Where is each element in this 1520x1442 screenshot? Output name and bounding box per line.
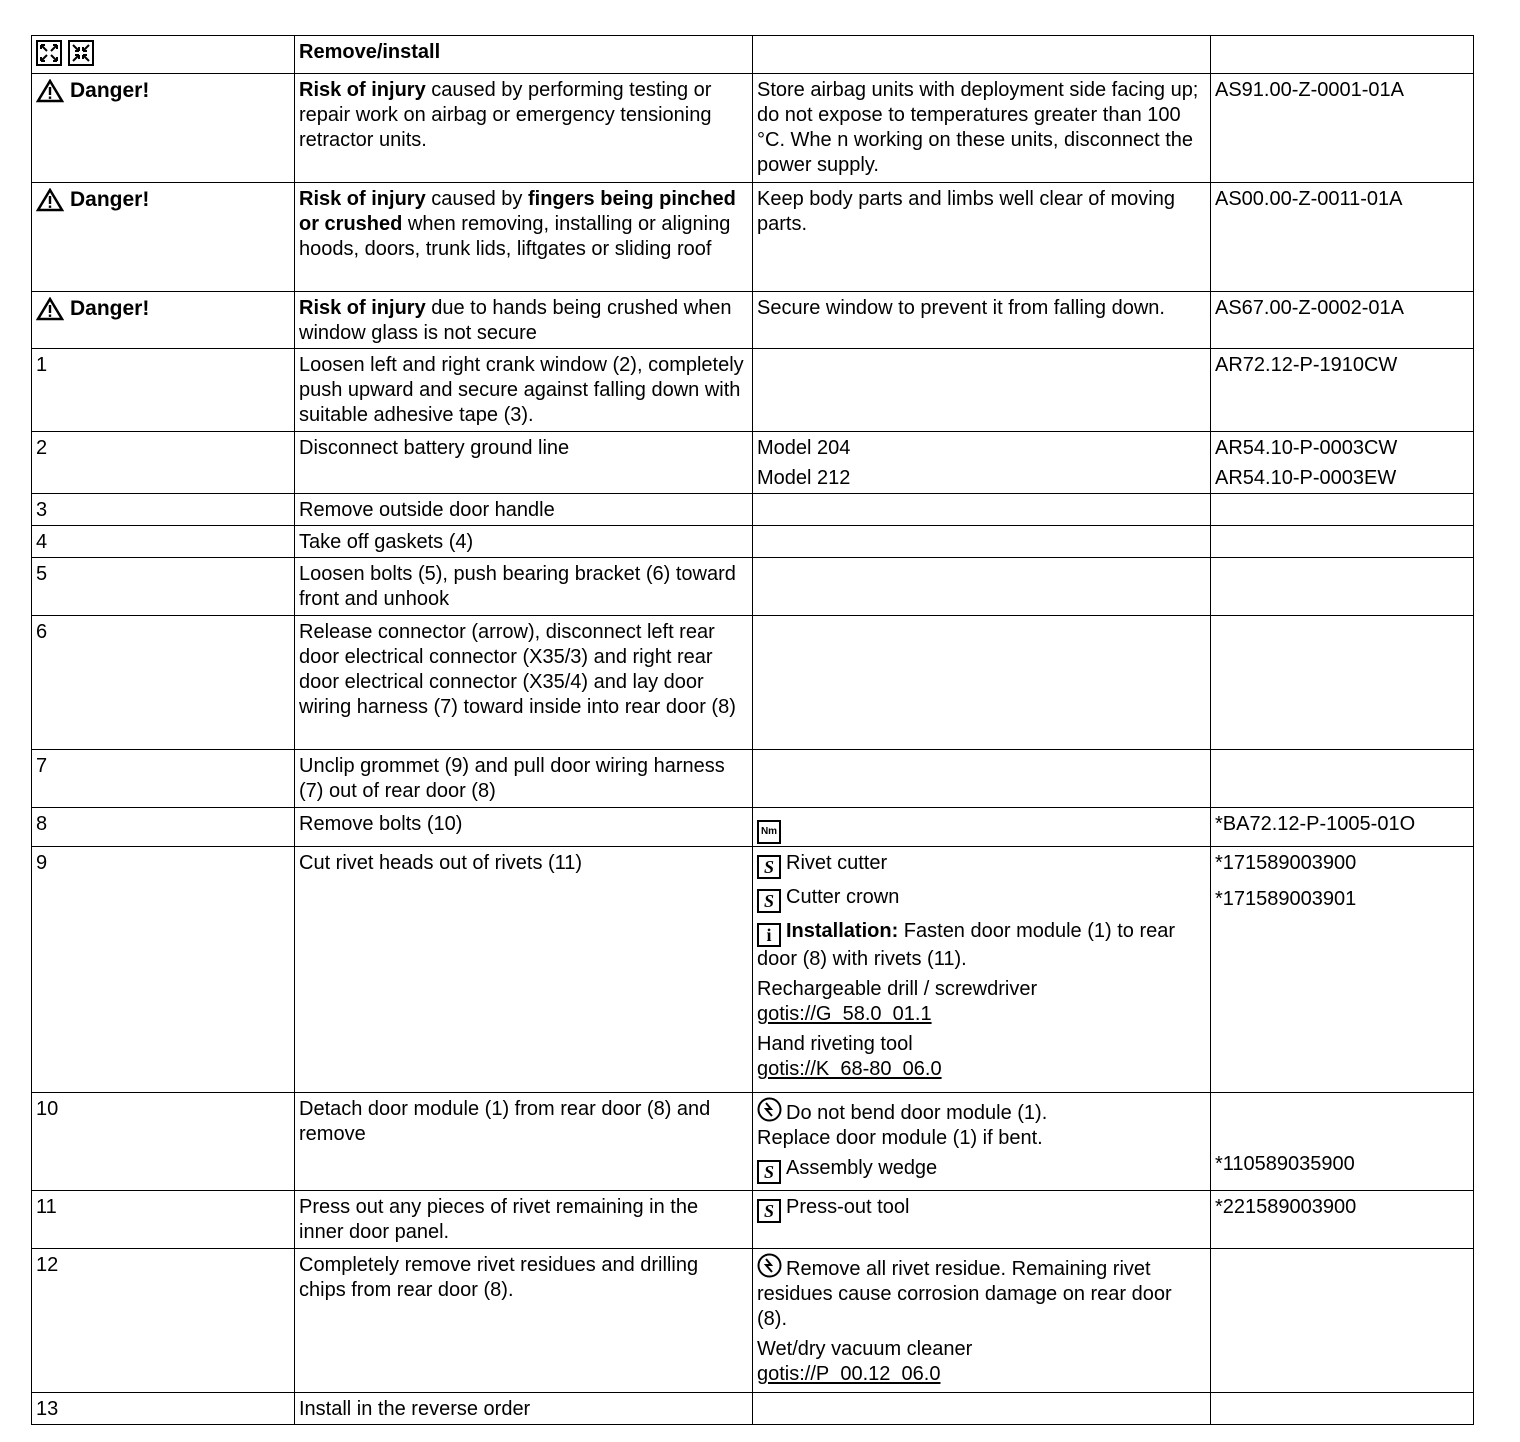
danger-note: Store airbag units with deployment side facing up; do not expose to temperatures greater than 100 °C. Whe n working on these units, disconnect the power supply. bbox=[753, 74, 1211, 183]
view-toggle-cell bbox=[32, 36, 295, 74]
expand-icon[interactable] bbox=[36, 40, 62, 66]
doc-ref[interactable]: *171589003901 bbox=[1215, 888, 1357, 910]
step-row: 9 Cut rivet heads out of rivets (11) S Rivet cutter S Cutter crown i Installation: Fasten door module (1) to rear door (8) with rivets (11). Rechargeable drill / screwdriver gotis://G_58.0_01.1 Hand riveting tool gotis://K_68-80_06.0 *171589003900 *171589003901 bbox=[32, 847, 1474, 1093]
step-text: Unclip grommet (9) and pull door wiring harness (7) out of rear door (8) bbox=[295, 750, 753, 808]
doc-ref[interactable]: *BA72.12-P-1005-01O bbox=[1211, 808, 1474, 847]
step-row bbox=[32, 1249, 1474, 1393]
danger-row: Danger! Risk of injury due to hands being crushed when window glass is not secure Secure window to prevent it from falling down. AS67.00-Z-0002-01A bbox=[32, 292, 1474, 349]
equipment-name: Hand riveting tool bbox=[757, 1033, 913, 1055]
doc-ref[interactable]: AS91.00-Z-0001-01A bbox=[1211, 74, 1474, 183]
step-number: 2 bbox=[32, 432, 295, 494]
step-text: Loosen left and right crank window (2), completely push upward and secure against falling down with suitable adhesive tape (3). bbox=[295, 349, 753, 432]
step-number: 3 bbox=[32, 494, 295, 526]
step-row bbox=[32, 808, 1474, 847]
step-number: 6 bbox=[32, 616, 295, 750]
step-row bbox=[32, 616, 1474, 750]
step-text: Detach door module (1) from rear door (8) and remove bbox=[295, 1093, 753, 1191]
step-number: 11 bbox=[32, 1191, 295, 1249]
step-row bbox=[32, 750, 1474, 808]
gotis-link[interactable]: gotis://K_68-80_06.0 bbox=[757, 1058, 942, 1080]
doc-ref[interactable]: AS67.00-Z-0002-01A bbox=[1211, 292, 1474, 349]
warning-icon bbox=[36, 79, 64, 103]
danger-label: Danger! bbox=[70, 188, 150, 211]
special-tool-icon[interactable]: S bbox=[757, 855, 781, 879]
step-text: Take off gaskets (4) bbox=[295, 526, 753, 558]
caution-icon bbox=[757, 1097, 782, 1122]
danger-label: Danger! bbox=[70, 297, 150, 320]
model-label: Model 204 bbox=[757, 437, 851, 459]
step-row bbox=[32, 432, 1474, 494]
tool-name: Rivet cutter bbox=[786, 852, 888, 874]
step-text: Remove bolts (10) bbox=[295, 808, 753, 847]
caution-note: Replace door module (1) if bent. bbox=[757, 1127, 1043, 1149]
danger-row: Danger! Risk of injury caused by performing testing or repair work on airbag or emergency tensioning retractor units. Store airbag units with deployment side facing up; do not expose to temperatures greater than 100 °C. Whe n working on these units, disconnect the power supply. AS91.00-Z-0001-01A bbox=[32, 74, 1474, 183]
doc-ref[interactable]: AR54.10-P-0003CW bbox=[1215, 437, 1398, 459]
step-row bbox=[32, 1093, 1474, 1191]
doc-ref[interactable]: AR72.12-P-1910CW bbox=[1211, 349, 1474, 432]
tool-name: Press-out tool bbox=[786, 1196, 910, 1218]
step-row bbox=[32, 349, 1474, 432]
info-icon: i bbox=[757, 923, 781, 947]
step-text: Completely remove rivet residues and drilling chips from rear door (8). bbox=[295, 1249, 753, 1393]
danger-label: Danger! bbox=[70, 79, 150, 102]
warning-icon bbox=[36, 188, 64, 212]
danger-row: Danger! Risk of injury caused by fingers being pinched or crushed when removing, installing or aligning hoods, doors, trunk lids, liftgates or sliding roof Keep body parts and limbs well clear of moving parts. AS00.00-Z-0011-01A bbox=[32, 183, 1474, 292]
doc-ref[interactable]: AS00.00-Z-0011-01A bbox=[1211, 183, 1474, 292]
warning-icon bbox=[36, 297, 64, 321]
collapse-icon[interactable] bbox=[68, 40, 94, 66]
caution-icon bbox=[757, 1253, 782, 1278]
special-tool-icon[interactable]: S bbox=[757, 1160, 781, 1184]
step-number: 4 bbox=[32, 526, 295, 558]
model-label: Model 212 bbox=[757, 467, 851, 489]
doc-ref[interactable]: *221589003900 bbox=[1211, 1191, 1474, 1249]
danger-note: Keep body parts and limbs well clear of moving parts. bbox=[753, 183, 1211, 292]
step-number: 9 bbox=[32, 847, 295, 1093]
step-row bbox=[32, 526, 1474, 558]
page-title: Remove/install bbox=[295, 36, 753, 74]
doc-ref[interactable]: *171589003900 bbox=[1215, 852, 1357, 874]
caution-note: Do not bend door module (1). bbox=[786, 1102, 1048, 1124]
step-number: 1 bbox=[32, 349, 295, 432]
step-text: Release connector (arrow), disconnect left rear door electrical connector (X35/3) and right rear door electrical connector (X35/4) and lay door wiring harness (7) toward inside into rear door (8) bbox=[295, 616, 753, 750]
step-row bbox=[32, 558, 1474, 616]
caution-note: Remove all rivet residue. Remaining rivet residues cause corrosion damage on rear door (8). bbox=[757, 1258, 1172, 1330]
procedure-table bbox=[31, 35, 1474, 1425]
tool-name: Cutter crown bbox=[786, 886, 900, 908]
step-row bbox=[32, 1393, 1474, 1425]
equipment-name: Rechargeable drill / screwdriver bbox=[757, 978, 1038, 1000]
step-text: Loosen bolts (5), push bearing bracket (6) toward front and unhook bbox=[295, 558, 753, 616]
tool-name: Assembly wedge bbox=[786, 1157, 938, 1179]
doc-ref[interactable]: AR54.10-P-0003EW bbox=[1215, 467, 1397, 489]
step-text: Install in the reverse order bbox=[295, 1393, 753, 1425]
equipment-name: Wet/dry vacuum cleaner bbox=[757, 1338, 973, 1360]
step-number: 8 bbox=[32, 808, 295, 847]
step-text: Disconnect battery ground line bbox=[295, 432, 753, 494]
special-tool-icon[interactable]: S bbox=[757, 889, 781, 913]
gotis-link[interactable]: gotis://G_58.0_01.1 bbox=[757, 1003, 932, 1025]
step-number: 13 bbox=[32, 1393, 295, 1425]
special-tool-icon[interactable]: S bbox=[757, 1199, 781, 1223]
gotis-link[interactable]: gotis://P_00.12_06.0 bbox=[757, 1363, 941, 1385]
step-row bbox=[32, 494, 1474, 526]
step-number: 5 bbox=[32, 558, 295, 616]
step-number: 10 bbox=[32, 1093, 295, 1191]
step-number: 7 bbox=[32, 750, 295, 808]
torque-icon[interactable]: Nm bbox=[757, 820, 781, 844]
step-row bbox=[32, 1191, 1474, 1249]
step-text: Remove outside door handle bbox=[295, 494, 753, 526]
header-row bbox=[32, 36, 1474, 74]
danger-note: Secure window to prevent it from falling down. bbox=[753, 292, 1211, 349]
step-number: 12 bbox=[32, 1249, 295, 1393]
step-text: Press out any pieces of rivet remaining in the inner door panel. bbox=[295, 1191, 753, 1249]
doc-ref[interactable]: *110589035900 bbox=[1215, 1153, 1355, 1175]
step-text: Cut rivet heads out of rivets (11) bbox=[295, 847, 753, 1093]
